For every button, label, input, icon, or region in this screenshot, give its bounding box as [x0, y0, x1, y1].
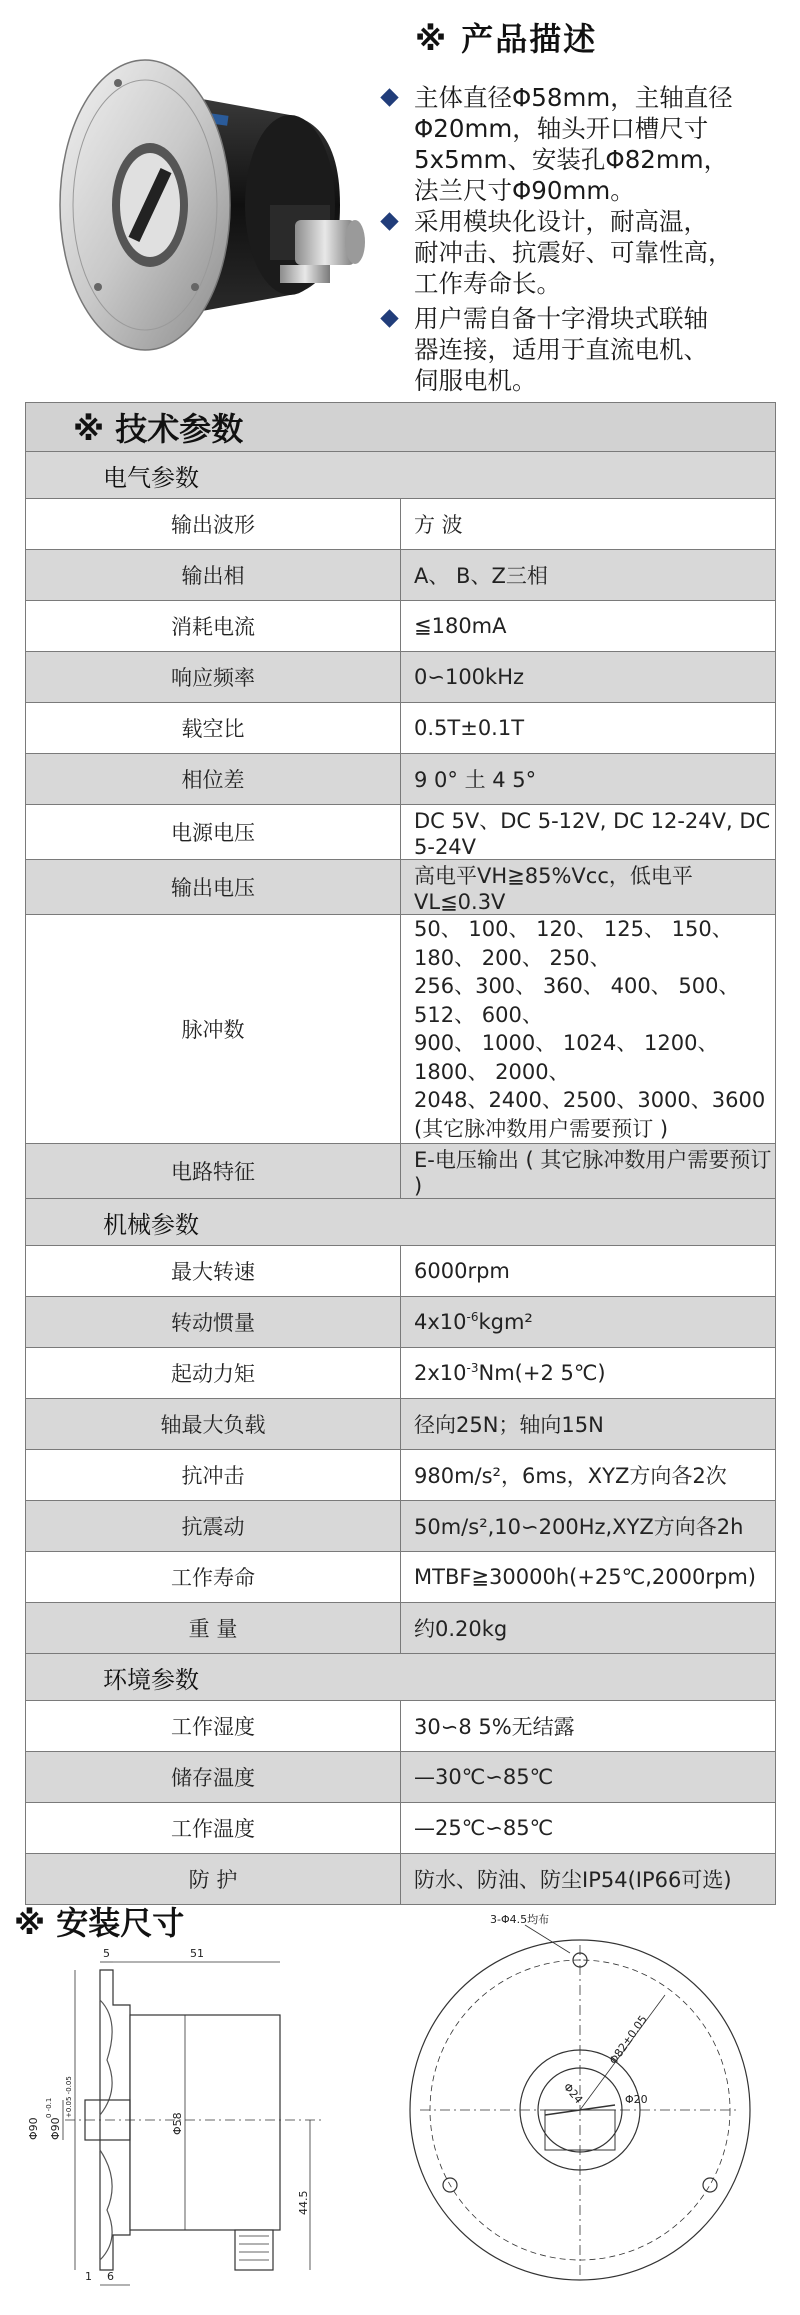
bullet-line: 主体直径Φ58mm，主轴直径	[414, 83, 733, 112]
row-value: 30∽8 5%无结露	[401, 1701, 776, 1752]
row-label: 最大转速	[26, 1246, 401, 1297]
table-row	[26, 1246, 776, 1297]
dim-d82: Φ82±0.05	[606, 2013, 650, 2067]
table-row	[26, 703, 776, 754]
bullet-line: 采用模块化设计，耐高温，	[414, 207, 708, 236]
dim-d90-tol: 0 -0.1	[45, 2097, 53, 2118]
table-row	[26, 1297, 776, 1348]
side-view-drawing	[25, 1940, 365, 2300]
row-value: MTBF≧30000h(+25℃,2000rpm)	[401, 1552, 776, 1603]
description-bullet-1	[384, 82, 789, 206]
value-part: kgm²	[478, 1310, 533, 1334]
row-label: 电路特征	[26, 1144, 401, 1199]
value-exponent: -3	[466, 1361, 479, 1375]
table-row	[26, 652, 776, 703]
row-value: 980m/s²，6ms，XYZ方向各2次	[401, 1450, 776, 1501]
table-row	[26, 1144, 776, 1199]
pulse-line: 256、300、 360、 400、 500、 512、 600、	[414, 974, 740, 1027]
section-mechanical: 机械参数	[26, 1199, 776, 1246]
row-label: 转动惯量	[26, 1297, 401, 1348]
table-row	[26, 1752, 776, 1803]
pulse-line: 2048、2400、2500、3000、3600	[414, 1088, 766, 1112]
row-label: 响应频率	[26, 652, 401, 703]
row-label: 起动力矩	[26, 1348, 401, 1399]
row-value	[401, 1297, 776, 1348]
table-row	[26, 1854, 776, 1905]
row-label: 输出相	[26, 550, 401, 601]
row-value: —30℃∽85℃	[401, 1752, 776, 1803]
row-value: 50m/s²,10∽200Hz,XYZ方向各2h	[401, 1501, 776, 1552]
table-row	[26, 1552, 776, 1603]
row-value: 方 波	[401, 499, 776, 550]
table-row	[26, 1701, 776, 1752]
bullet-line: 工作寿命长。	[414, 269, 561, 298]
row-value: E-电压输出 ( 其它脉冲数用户需要预订 )	[401, 1144, 776, 1199]
bullet-line: 器连接，适用于直流电机、	[414, 335, 708, 364]
description-title: ※ 产品描述	[415, 20, 598, 58]
row-label: 工作温度	[26, 1803, 401, 1854]
install-title: ※ 安装尺寸	[14, 1904, 185, 1942]
diamond-bullet-icon	[380, 212, 398, 230]
dim-d90-shaft: Φ90	[49, 2117, 62, 2140]
row-label: 脉冲数	[26, 915, 401, 1144]
table-row	[26, 601, 776, 652]
dim-d58: Φ58	[171, 2112, 184, 2135]
row-value: DC 5V、DC 5-12V, DC 12-24V, DC 5-24V	[401, 805, 776, 860]
table-row-pulse	[26, 915, 776, 1144]
dim-d24: Φ24	[560, 2080, 586, 2107]
row-label: 轴最大负载	[26, 1399, 401, 1450]
row-label: 储存温度	[26, 1752, 401, 1803]
row-value: 0∽100kHz	[401, 652, 776, 703]
value-part: 4x10	[414, 1310, 467, 1334]
row-value: 约0.20kg	[401, 1603, 776, 1654]
row-value: 6000rpm	[401, 1246, 776, 1297]
value-exponent: -6	[466, 1310, 479, 1324]
table-row	[26, 754, 776, 805]
table-row	[26, 860, 776, 915]
front-view-drawing	[395, 1905, 785, 2300]
table-row	[26, 1450, 776, 1501]
row-label: 抗冲击	[26, 1450, 401, 1501]
row-label: 重 量	[26, 1603, 401, 1654]
row-label: 抗震动	[26, 1501, 401, 1552]
product-image	[40, 55, 370, 370]
bullet-line: 耐冲击、抗震好、可靠性高，	[414, 238, 733, 267]
dim-d90-shaft-tol: +0.05 -0.05	[65, 2076, 73, 2118]
row-value: ≦180mA	[401, 601, 776, 652]
row-label: 相位差	[26, 754, 401, 805]
bullet-line: 5x5mm、安装孔Φ82mm，	[414, 145, 729, 174]
pulse-line: (其它脉冲数用户需要预订 )	[414, 1116, 669, 1141]
description-bullet-3	[384, 303, 789, 396]
dim-d20: Φ20	[625, 2093, 648, 2106]
row-label: 防 护	[26, 1854, 401, 1905]
table-row	[26, 499, 776, 550]
row-value: A、 B、Z三相	[401, 550, 776, 601]
dim-44-5: 44.5	[297, 2190, 310, 2215]
row-label: 输出电压	[26, 860, 401, 915]
diamond-bullet-icon	[380, 309, 398, 327]
spec-table	[25, 402, 776, 1905]
row-value	[401, 1348, 776, 1399]
row-value: 高电平VH≧85%Vcc，低电平VL≦0.3V	[401, 860, 776, 915]
dim-d90: Φ90	[27, 2117, 40, 2140]
value-part: 2x10	[414, 1361, 467, 1385]
table-row	[26, 1603, 776, 1654]
table-row	[26, 805, 776, 860]
dim-1: 1	[85, 2270, 92, 2283]
dim-holes: 3-Φ4.5均布	[490, 1913, 550, 1926]
bullet-line: 法兰尺寸Φ90mm。	[414, 176, 635, 205]
dim-5: 5	[103, 1947, 110, 1960]
bullet-line: Φ20mm，轴头开口槽尺寸	[414, 114, 709, 143]
bullet-line: 伺服电机。	[414, 366, 537, 395]
row-label: 输出波形	[26, 499, 401, 550]
diamond-bullet-icon	[380, 88, 398, 106]
spec-title: ※ 技术参数	[26, 403, 776, 452]
table-row	[26, 1501, 776, 1552]
description-bullet-2	[384, 206, 789, 299]
table-row	[26, 1803, 776, 1854]
row-value: 0.5T±0.1T	[401, 703, 776, 754]
table-row	[26, 1348, 776, 1399]
row-label: 电源电压	[26, 805, 401, 860]
section-electrical: 电气参数	[26, 452, 776, 499]
row-value: 径向25N；轴向15N	[401, 1399, 776, 1450]
row-value: 防水、防油、防尘IP54(IP66可选)	[401, 1854, 776, 1905]
dim-51: 51	[190, 1947, 204, 1960]
table-row	[26, 550, 776, 601]
table-row	[26, 1399, 776, 1450]
section-environment: 环境参数	[26, 1654, 776, 1701]
row-label: 工作湿度	[26, 1701, 401, 1752]
row-label: 消耗电流	[26, 601, 401, 652]
row-value: 9 0° 土 4 5°	[401, 754, 776, 805]
row-label: 载空比	[26, 703, 401, 754]
row-label: 工作寿命	[26, 1552, 401, 1603]
pulse-line: 50、 100、 120、 125、 150、180、 200、 250、	[414, 917, 733, 970]
pulse-line: 900、 1000、 1024、 1200、 1800、 2000、	[414, 1031, 719, 1084]
row-value: —25℃∽85℃	[401, 1803, 776, 1854]
value-part: Nm(+2 5℃)	[478, 1361, 606, 1385]
bullet-line: 用户需自备十字滑块式联轴	[414, 304, 708, 333]
dim-6: 6	[107, 2270, 114, 2283]
